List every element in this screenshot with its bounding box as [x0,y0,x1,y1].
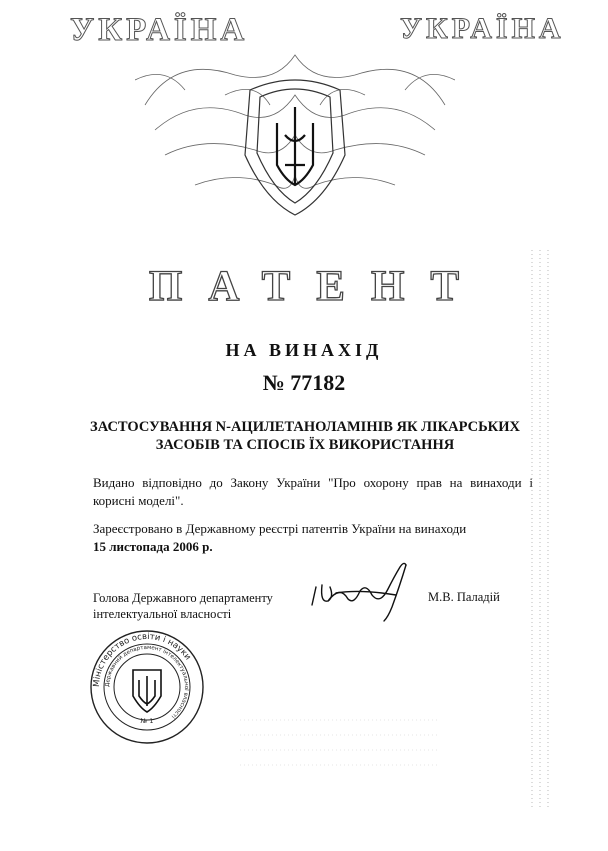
registration-text: Зареєстровано в Державному реєстрі патентів України на винаходи [93,521,467,536]
stamp-outer-text: Міністерство освіти і науки [91,631,193,688]
stamp-number: № 1 [140,717,154,725]
coat-of-arms-emblem [135,35,455,220]
stamp-inner-text: Державний департамент інтелектуальної власності [104,644,190,720]
official-stamp [88,628,206,746]
document-title: ПАТЕНТ [148,263,486,310]
country-name-left: УКРАЇНА [70,12,249,48]
issued-statement: Видано відповідно до Закону України "Про охорону прав на винаходи і корисні моделі". [93,475,533,508]
invention-title: ЗАСТОСУВАННЯ N-АЦИЛЕТАНОЛАМІНІВ ЯК ЛІКАРСЬКИХ ЗАСОБІВ ТА СПОСІБ ЇХ ВИКОРИСТАННЯ [90,419,520,453]
document-subtitle: НА ВИНАХІД [225,340,383,360]
registration-date: 15 листопада 2006 р. [93,539,213,554]
signer-name: М.В. Паладій [428,590,500,604]
country-name-right: УКРАЇНА [400,12,565,45]
handwritten-signature [300,555,425,625]
decorative-border-right [528,250,552,810]
background-watermark-pattern [240,700,440,780]
signer-position: Голова Державного департаменту інтелектуальної власності [93,591,273,621]
patent-number: № 77182 [262,370,346,395]
registration-statement [93,520,533,556]
